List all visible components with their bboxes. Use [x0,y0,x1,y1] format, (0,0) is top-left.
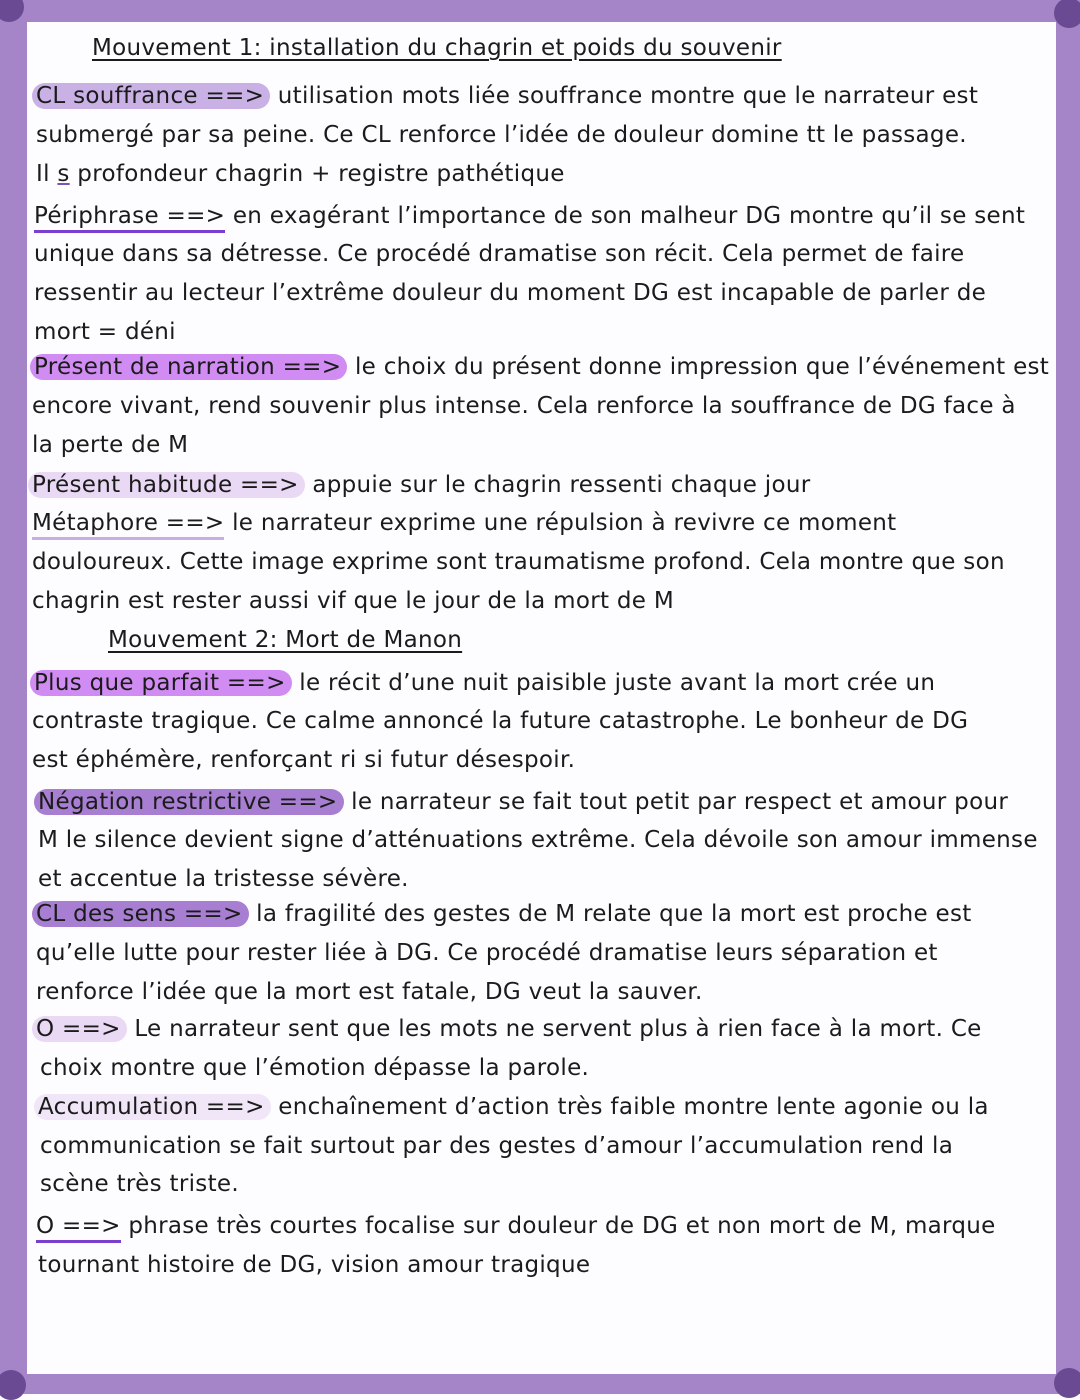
cl-souffrance-line-3 [36,159,565,189]
o-first-term: O ==> [32,1016,127,1042]
text: le récit d’une nuit paisible juste avant la mort crée un [291,670,936,696]
mouvement-2-heading: Mouvement 2: Mort de Manon [108,627,463,653]
present-habitude-line-1 [28,470,810,500]
cl-sens-line-1 [32,899,972,929]
o-first-line-2: choix montre que l’émotion dépasse la parole. [40,1055,590,1081]
plus-que-parfait-line-2: contraste tragique. Ce calme annoncé la future catastrophe. Le bonheur de DG [32,708,969,734]
metaphore-line-1 [32,508,896,538]
o-second-line-1 [36,1211,996,1241]
accumulation-line-3: scène très triste. [40,1171,239,1197]
text: Le narrateur sent que les mots ne servent plus à rien face à la mort. Ce [126,1016,982,1042]
accumulation-line-2: communication se fait surtout par des gestes d’amour l’accumulation rend la [40,1133,954,1159]
negation-line-1 [34,787,1008,817]
periphrase-line-3: ressentir au lecteur l’extrême douleur du moment DG est incapable de parler de [34,280,987,306]
negation-line-2: M le silence devient signe d’atténuations extrême. Cela dévoile son amour immense [38,827,1038,853]
periphrase-term: Périphrase ==> [34,203,225,233]
mouvement-1-heading: Mouvement 1: installation du chagrin et poids du souvenir [92,35,782,61]
plus-que-parfait-line-1 [30,668,935,698]
text: phrase très courtes focalise sur douleur de DG et non mort de M, marque [120,1213,996,1239]
text: appuie sur le chagrin ressenti chaque jour [304,472,811,498]
present-habitude-term: Présent habitude ==> [28,472,305,498]
accumulation-line-1 [34,1092,989,1122]
cl-des-sens-term: CL des sens ==> [32,901,249,927]
cl-souffrance-line-2: submergé par sa peine. Ce CL renforce l’idée de douleur domine tt le passage. [36,122,967,148]
o-second-line-2: tournant histoire de DG, vision amour tragique [38,1252,591,1278]
text: profondeur chagrin + registre pathétique [69,161,565,187]
periphrase-line-4: mort = déni [34,319,176,345]
present-narration-line-1 [30,352,1049,382]
text: le choix du présent donne impression que l’événement est [347,354,1050,380]
cl-sens-line-2: qu’elle lutte pour rester liée à DG. Ce procédé dramatise leurs séparation et [36,940,938,966]
text: enchaînement d’action très faible montre lente agonie ou la [270,1094,989,1120]
plus-que-parfait-line-3: est éphémère, renforçant ri si futur désespoir. [32,747,576,773]
negation-line-3: et accentue la tristesse sévère. [38,866,409,892]
cl-souffrance-line-1 [32,81,978,111]
present-narration-line-2: encore vivant, rend souvenir plus intense. Cela renforce la souffrance de DG face à [32,393,1016,419]
text: en exagérant l’importance de son malheur DG montre qu’il se sent [225,203,1026,229]
text: le narrateur se fait tout petit par respect et amour pour [343,789,1009,815]
text: utilisation mots liée souffrance montre que le narrateur est [270,83,979,109]
text: le narrateur exprime une répulsion à revivre ce moment [224,510,897,536]
periphrase-line-2: unique dans sa détresse. Ce procédé dramatise son récit. Cela permet de faire [34,241,965,267]
metaphore-term: Métaphore ==> [32,510,224,540]
o-second-term: O ==> [36,1213,121,1243]
accumulation-term: Accumulation ==> [34,1094,271,1120]
metaphore-line-3: chagrin est rester aussi vif que le jour de la mort de M [32,588,674,614]
text: la fragilité des gestes de M relate que la mort est proche est [248,901,972,927]
metaphore-line-2: douloureux. Cette image exprime sont traumatisme profond. Cela montre que son [32,549,1005,575]
cl-souffrance-term: CL souffrance ==> [32,83,270,109]
text: s [57,161,70,187]
cl-sens-line-3: renforce l’idée que la mort est fatale, DG veut la sauver. [36,979,703,1005]
o-first-line-1 [32,1014,982,1044]
present-narration-term: Présent de narration ==> [30,354,347,380]
periphrase-line-1 [34,201,1025,231]
present-narration-line-3: la perte de M [32,432,189,458]
negation-restrictive-term: Négation restrictive ==> [34,789,344,815]
text: Il [36,161,58,187]
plus-que-parfait-term: Plus que parfait ==> [30,670,292,696]
